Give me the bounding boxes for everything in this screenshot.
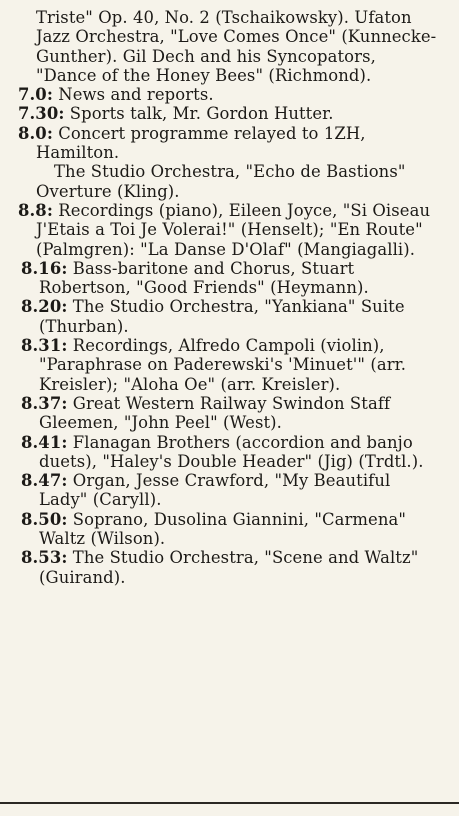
entry-text: The Studio Orchestra, "Echo de Bastions" Overture (Kling). [36, 162, 406, 201]
entry-text: Bass-baritone and Chorus, Stuart Robertson, "Good Friends" (Heymann). [39, 258, 369, 298]
entry-time: 8.47: [21, 471, 68, 491]
programme-entry [18, 548, 441, 587]
entry-text: Soprano, Dusolina Giannini, "Carmena" Waltz (Wilson). [39, 509, 407, 549]
entry-text: Recordings (piano), Eileen Joyce, "Si Oiseau J'Etais a Toi Je Volerai!" (Henselt); "En Route" (Palmgren): "La Danse D'Olaf" (Mangiagalli). [36, 200, 431, 259]
entry-time: 8.8: [18, 200, 53, 220]
entry-time: 8.50: [21, 509, 68, 529]
programme-entry [18, 297, 441, 336]
continuation-text [18, 8, 441, 85]
entry-text: Recordings, Alfredo Campoli (violin), "Paraphrase on Paderewski's 'Minuet'" (arr. Kreisler); "Aloha Oe" (arr. Kreisler). [39, 336, 407, 394]
programme-entry [18, 201, 441, 259]
entry-text: Flanagan Brothers (accordion and banjo duets), "Haley's Double Header" (Jig) (Trdtl.). [39, 432, 424, 471]
programme-entry [18, 471, 441, 510]
entry-text: Sports talk, Mr. Gordon Hutter. [64, 104, 334, 124]
programme-entry [18, 104, 441, 123]
entry-text: Concert programme relayed to 1ZH, Hamilton. [36, 123, 366, 163]
entry-text: News and reports. [52, 85, 214, 105]
entry-time: 8.16: [21, 258, 68, 278]
entry-time: 8.37: [21, 393, 68, 413]
entry-time: 8.20: [21, 297, 68, 317]
entry-time: 7.30: [18, 104, 65, 124]
programme-entry [18, 433, 441, 472]
entry-time: 8.53: [21, 548, 68, 568]
programme-entry [18, 336, 441, 394]
programme-entry [18, 85, 441, 104]
entry-text: Great Western Railway Swindon Staff Gleemen, "John Peel" (West). [39, 393, 391, 433]
column-bottom-rule [0, 802, 459, 804]
radio-programme-column [18, 8, 441, 587]
programme-entry [18, 124, 441, 163]
programme-sub-entry [18, 162, 441, 201]
entry-time: 7.0: [18, 85, 53, 105]
programme-entry [18, 259, 441, 298]
programme-entry [18, 394, 441, 433]
entry-text: The Studio Orchestra, "Yankiana" Suite (Thurban). [39, 297, 405, 336]
entry-time: 8.31: [21, 336, 68, 356]
entry-text: Organ, Jesse Crawford, "My Beautiful Lady" (Caryll). [39, 471, 391, 510]
entry-text: The Studio Orchestra, "Scene and Waltz" (Guirand). [39, 548, 419, 587]
entry-time: 8.41: [21, 432, 68, 452]
continuation-body: Triste" Op. 40, No. 2 (Tschaikowsky). Ufaton Jazz Orchestra, "Love Comes Once" (Kunnecke-Gunther). Gil Dech and his Syncopators, "Dance of the Honey Bees" (Richmond). [36, 8, 437, 85]
programme-entry [18, 510, 441, 549]
entry-time: 8.0: [18, 123, 53, 143]
